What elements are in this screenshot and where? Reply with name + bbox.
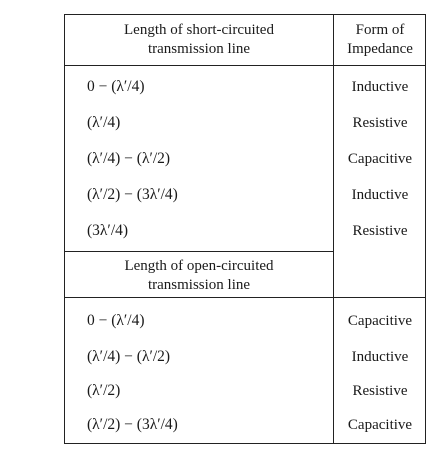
- short-row-2-impedance: Resistive: [352, 115, 408, 131]
- header-divider: [65, 65, 425, 66]
- short-row-5-length: (3λ′/4): [87, 222, 129, 239]
- open-row-2-length: (λ′/4) − (λ′/2): [87, 348, 171, 365]
- open-row-1-impedance: Capacitive: [347, 313, 413, 329]
- column-divider: [333, 15, 334, 443]
- open-row-4-impedance: Capacitive: [347, 417, 413, 433]
- short-row-4-length: (λ′/2) − (3λ′/4): [87, 186, 178, 203]
- open-row-3-impedance: Resistive: [352, 383, 408, 399]
- impedance-header-line2: Impedance: [347, 41, 413, 57]
- short-row-5-impedance: Resistive: [352, 223, 408, 239]
- short-header-line2: transmission line: [147, 41, 251, 57]
- open-row-4-length: (λ′/2) − (3λ′/4): [87, 416, 178, 433]
- open-row-1-length: 0 − (λ′/4): [87, 312, 145, 329]
- open-circuit-length-header: [65, 257, 333, 295]
- short-row-4-impedance: Inductive: [351, 187, 409, 203]
- open-header-line2: transmission line: [147, 277, 251, 293]
- open-section-divider: [65, 297, 425, 298]
- open-row-3-length: (λ′/2): [87, 382, 121, 399]
- short-header-line1: Length of short-circuited: [124, 22, 274, 38]
- impedance-header-line1: Form of: [355, 22, 405, 38]
- open-row-2-impedance: Inductive: [351, 349, 409, 365]
- open-section-top-divider: [65, 251, 333, 252]
- short-row-1-impedance: Inductive: [351, 79, 409, 95]
- impedance-table: [64, 14, 426, 444]
- short-row-2-length: (λ′/4): [87, 114, 121, 131]
- open-header-line1: Length of open-circuited: [124, 258, 274, 274]
- short-circuit-length-header: [65, 21, 333, 59]
- impedance-form-header: [335, 21, 425, 59]
- short-row-1-length: 0 − (λ′/4): [87, 78, 145, 95]
- short-row-3-length: (λ′/4) − (λ′/2): [87, 150, 171, 167]
- short-row-3-impedance: Capacitive: [347, 151, 413, 167]
